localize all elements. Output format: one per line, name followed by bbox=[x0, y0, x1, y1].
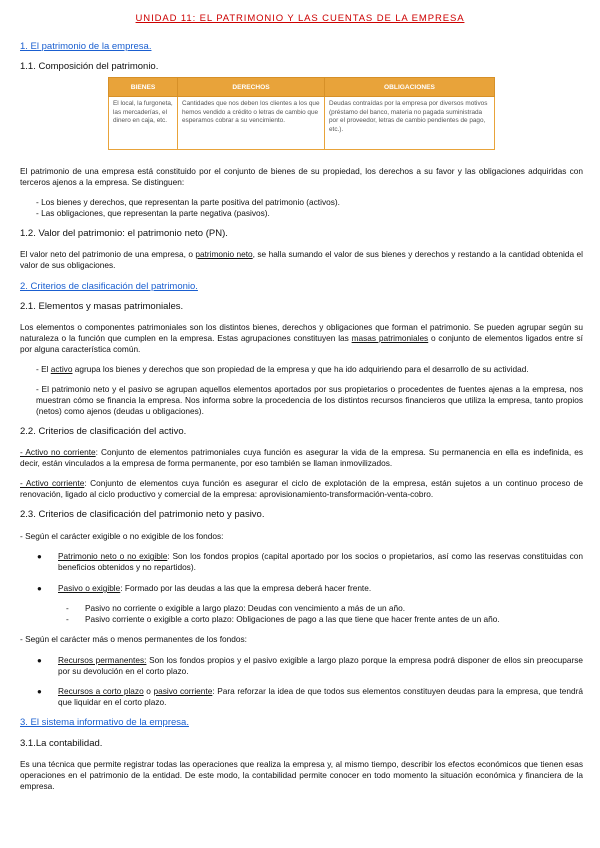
subheading-2-2: 2.2. Criterios de clasificación del activo. bbox=[20, 426, 187, 437]
criterion-exigible: - Según el carácter exigible o no exigible de los fondos: bbox=[20, 531, 224, 541]
item-pasivo-no-corriente: Pasivo no corriente o exigible a largo plazo: Deudas con vencimiento a más de un año. bbox=[85, 603, 406, 613]
table-header-obligaciones: OBLIGACIONES bbox=[325, 78, 495, 97]
subheading-2-1: 2.1. Elementos y masas patrimoniales. bbox=[20, 301, 184, 312]
table-cell-obligaciones: Deudas contraídas por la empresa por diversos motivos (préstamo del banco, materia no pagada suministrada por el proveedor, letras de cambio pendientes de pago, etc.). bbox=[325, 97, 495, 150]
item-pasivo-corriente: Pasivo corriente o exigible a corto plazo: Obligaciones de pago a las que tiene que hacer frente antes de un año. bbox=[85, 614, 500, 624]
subheading-2-3: 2.3. Criterios de clasificación del patrimonio neto y pasivo. bbox=[20, 509, 265, 520]
dash-marker: - bbox=[66, 614, 69, 624]
unit-title: UNIDAD 11: EL PATRIMONIO Y LAS CUENTAS DE LA EMPRESA bbox=[135, 13, 465, 24]
paragraph-patrimonio-neto: El valor neto del patrimonio de una empresa, o patrimonio neto, se halla sumando el valor de sus bienes y derechos y restando a la cantidad obtenida el valor de sus obligaciones. bbox=[20, 249, 583, 270]
bullet-icon: ● bbox=[37, 656, 42, 665]
subheading-1-1: 1.1. Composición del patrimonio. bbox=[20, 61, 159, 72]
paragraph-patrimonio: El patrimonio de una empresa está constituido por el conjunto de bienes de su propiedad, los derechos a su favor y las obligaciones adquiridas con terceros ajenos a la empresa. Se distinguen: bbox=[20, 166, 583, 187]
list-item-activos: - Los bienes y derechos, que representan la parte positiva del patrimonio (activos). bbox=[36, 197, 340, 207]
paragraph-activo: - El activo agrupa los bienes y derechos que son propiedad de la empresa y que ha ido adquiriendo para el desarrollo de su actividad. bbox=[36, 364, 529, 374]
bullet-recursos-corto-plazo: Recursos a corto plazo o pasivo corriente: Para reforzar la idea de que todos sus elementos constituyen deudas para la empresa, que tendrá que liquidar en el corto plazo. bbox=[58, 686, 583, 707]
table-cell-bienes: El local, la furgoneta, las mercaderías, el dinero en caja, etc. bbox=[109, 97, 178, 150]
table-header-bienes: BIENES bbox=[109, 78, 178, 97]
paragraph-elementos: Los elementos o componentes patrimoniales son los distintos bienes, derechos y obligaciones que forman el patrimonio. Se pueden agrupar según su naturaleza o la función que cumplen en la empresa. Estas agrupaciones constituyen las masas patrimoniales o conjunto de elementos ligados entre sí por alguna característica común. bbox=[20, 322, 583, 354]
paragraph-contabilidad: Es una técnica que permite registrar todas las operaciones que realiza la empresa y, al mismo tiempo, describir los efectos económicos que tienen esas operaciones en el patrimonio de la entidad. De este modo, la contabilidad permite conocer en todo momento la situación económica y financiera de la empresa. bbox=[20, 759, 583, 791]
bullet-patrimonio-neto: Patrimonio neto o no exigible: Son los fondos propios (capital aportado por los socios o propietarios, así como las reservas constituidas con beneficios obtenidos y no repartidos). bbox=[58, 551, 583, 572]
section-heading-1: 1. El patrimonio de la empresa. bbox=[20, 41, 152, 52]
table-header-derechos: DERECHOS bbox=[178, 78, 325, 97]
paragraph-activo-no-corriente: - Activo no corriente: Conjunto de elementos patrimoniales cuya función es asegurar la vida de la empresa. Su permanencia en ella es indefinida, es decir, están vinculados a la empresa de forma permanente, por eso también se llaman inmovilizados. bbox=[20, 447, 583, 468]
bullet-icon: ● bbox=[37, 687, 42, 696]
table-cell-derechos: Cantidades que nos deben los clientes a los que hemos vendido a crédito o letras de cambio que esperamos cobrar a su vencimiento. bbox=[178, 97, 325, 150]
section-heading-2: 2. Criterios de clasificación del patrimonio. bbox=[20, 281, 198, 292]
paragraph-pn-pasivo: - El patrimonio neto y el pasivo se agrupan aquellos elementos aportados por sus propietarios o procedentes de fuentes ajenas a la empresa, nos muestran cómo se financia la empresa. Nos informa sobre la procedencia de los distintos recursos financieros que utiliza la empresa, tanto propios (netos) como ajenos (deudas u obligaciones). bbox=[36, 384, 583, 416]
bullet-pasivo: Pasivo o exigible: Formado por las deudas a las que la empresa deberá hacer frente. bbox=[58, 583, 372, 593]
list-item-pasivos: - Las obligaciones, que representan la parte negativa (pasivos). bbox=[36, 208, 270, 218]
bullet-recursos-permanentes: Recursos permanentes: Son los fondos propios y el pasivo exigible a largo plazo porque la empresa podrá disponer de ellos sin preocuparse por su devolución en el corto plazo. bbox=[58, 655, 583, 676]
subheading-3-1: 3.1.La contabilidad. bbox=[20, 738, 103, 749]
section-heading-3: 3. El sistema informativo de la empresa. bbox=[20, 717, 189, 728]
criterion-permanencia: - Según el carácter más o menos permanentes de los fondos: bbox=[20, 634, 247, 644]
paragraph-activo-corriente: - Activo corriente: Conjunto de elementos cuya función es asegurar el ciclo de explotación de la empresa, están sujetos a un continuo proceso de renovación, ligado al ciclo productivo y comercial de la empresa: aprovisionamiento-transformación-venta-cobro. bbox=[20, 478, 583, 499]
bullet-icon: ● bbox=[37, 552, 42, 561]
dash-marker: - bbox=[66, 603, 69, 613]
patrimony-table bbox=[108, 77, 495, 150]
bullet-icon: ● bbox=[37, 584, 42, 593]
subheading-1-2: 1.2. Valor del patrimonio: el patrimonio neto (PN). bbox=[20, 228, 228, 239]
